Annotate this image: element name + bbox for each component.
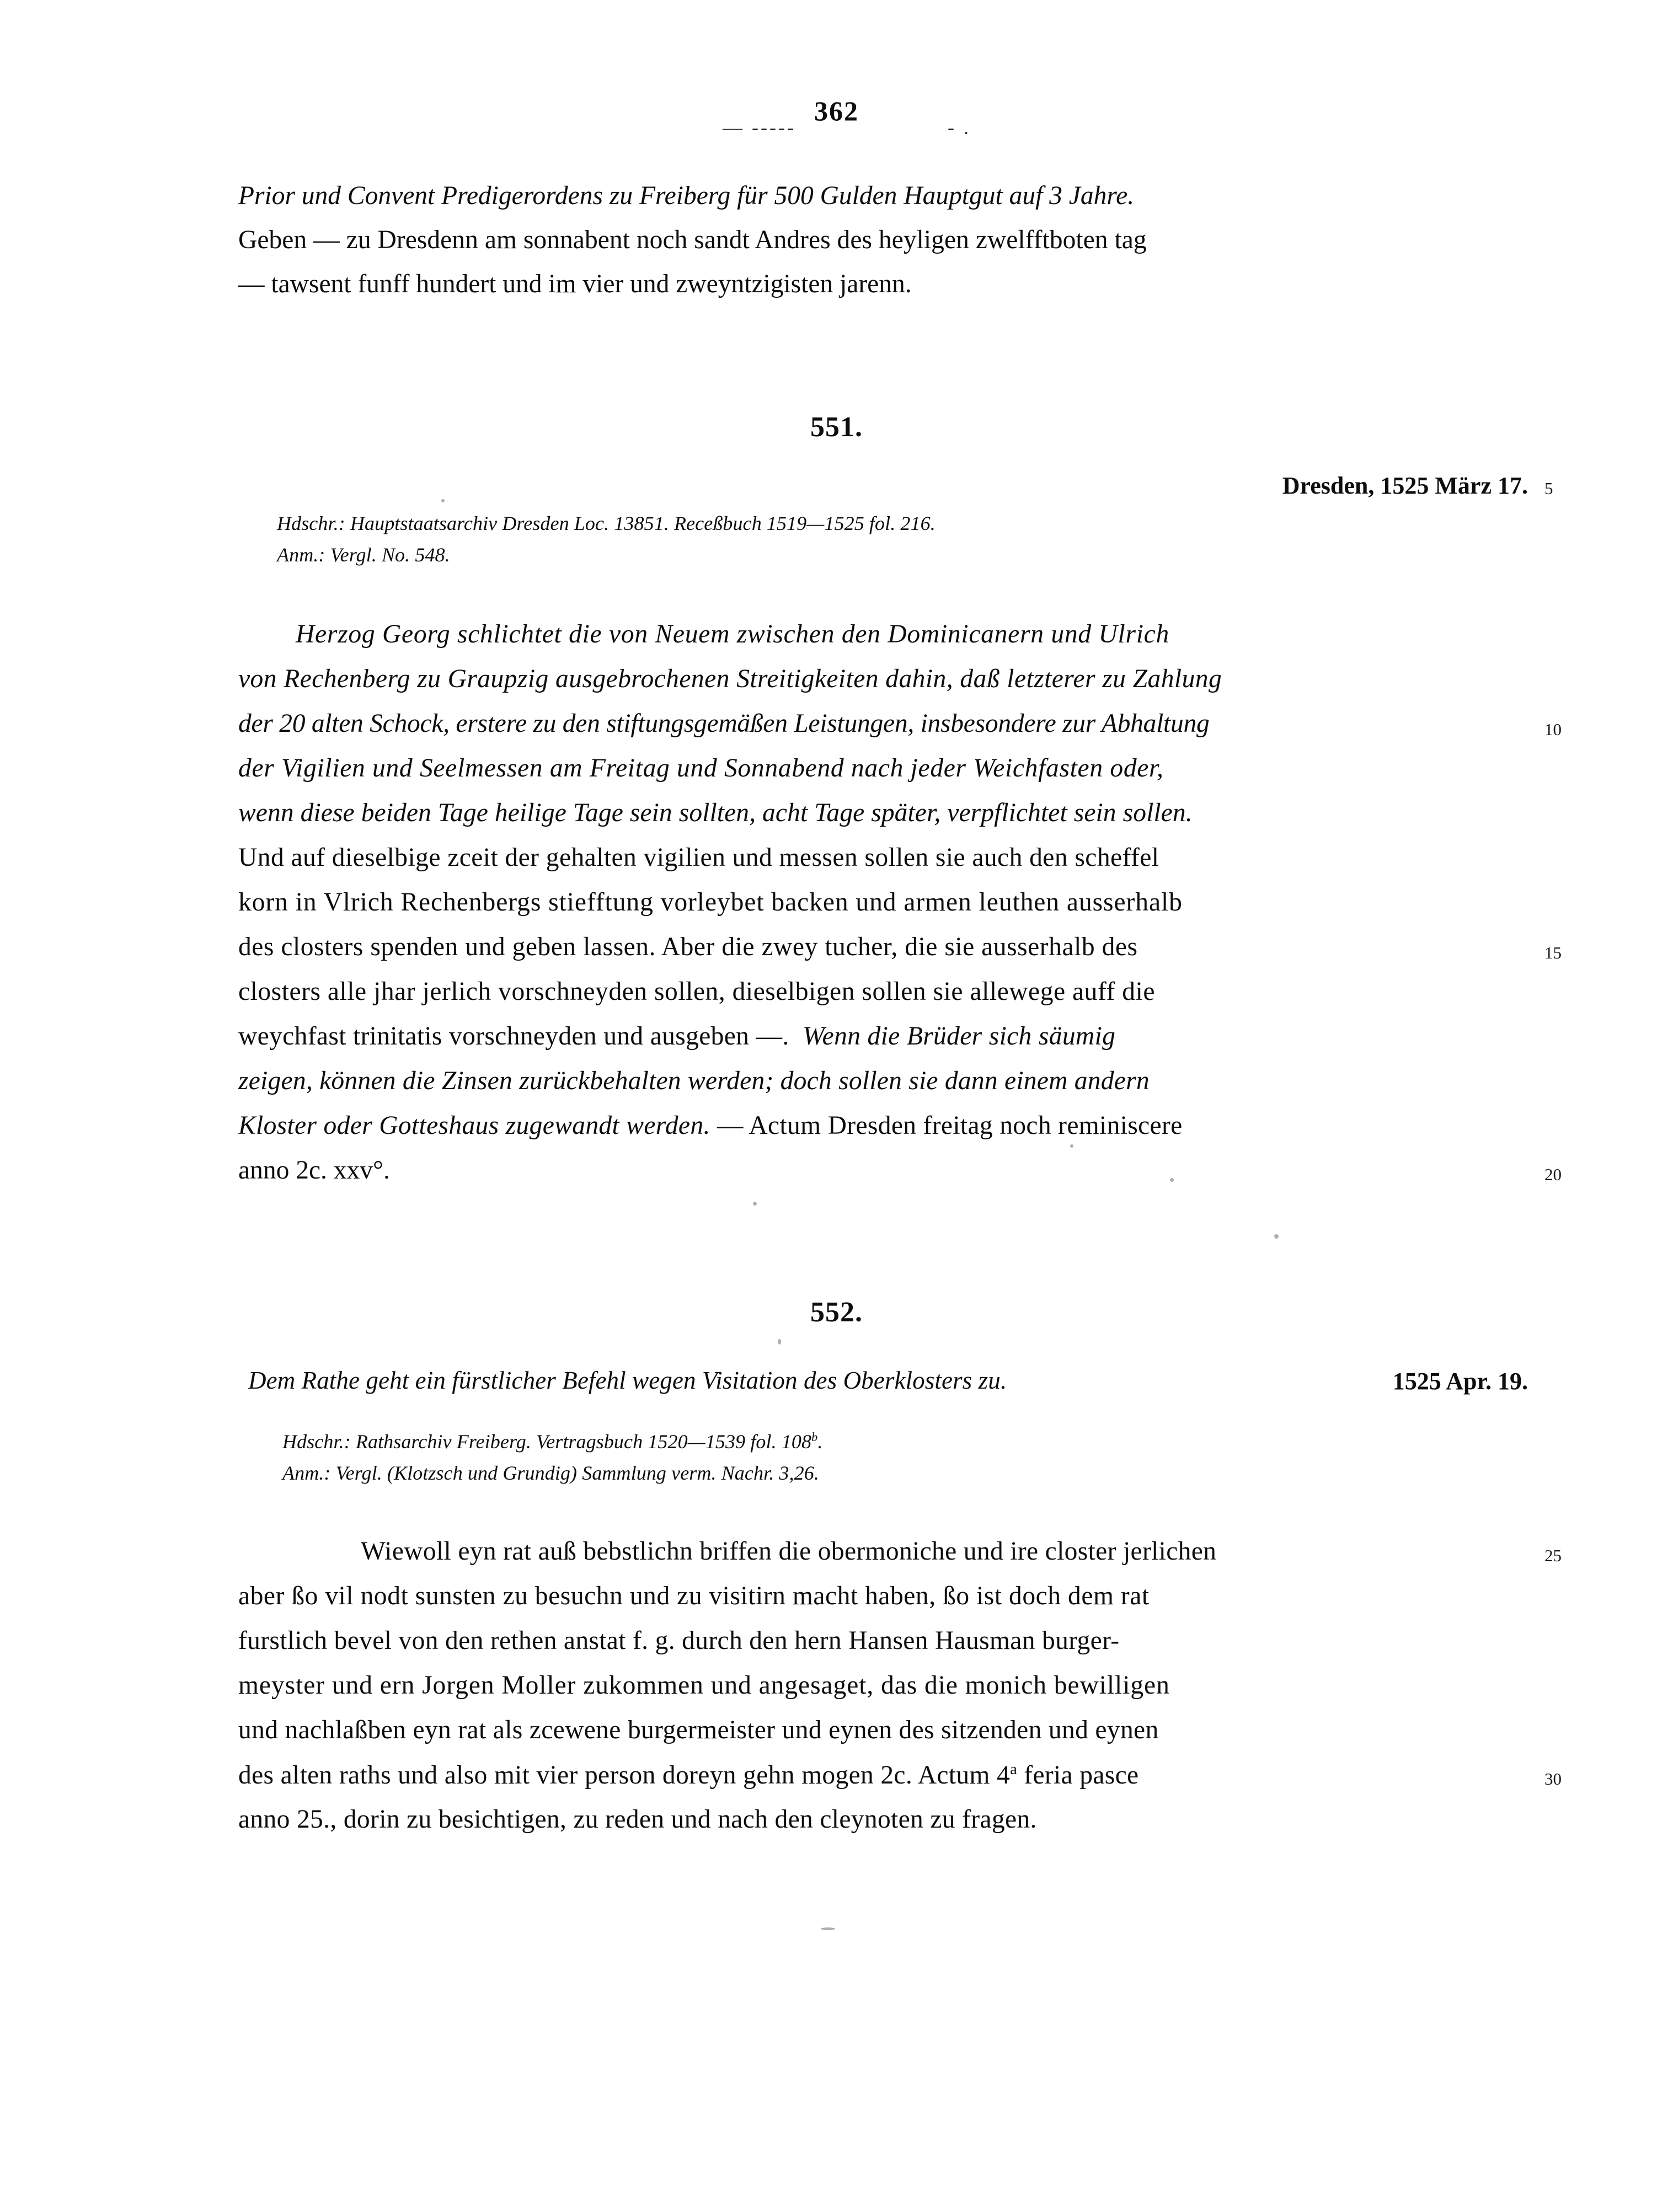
citation-handschrift-551: Hdschr.: Hauptstaatsarchiv Dresden Loc. 13851. Receßbuch 1519—1525 fol. 216. [277,512,936,534]
dateline-551: Dresden, 1525 März 17. [1282,472,1528,499]
page-number: 362 [814,95,859,126]
scan-speck [1070,1144,1073,1148]
body-line-italic-part: Wenn die Brüder sich säumig [803,1022,1116,1051]
margin-line-number-15: 15 [1544,943,1562,962]
citation-handschrift-552: Hdschr.: Rathsarchiv Freiberg. Vertragsbuch 1520—1539 fol. 108$^b$. [282,1430,823,1453]
scan-speck [821,1927,835,1930]
scan-speck [441,499,445,502]
body-line: Wiewoll eyn rat auß bebstlichn briffen die obermoniche und ire closter jerlichen [361,1537,1217,1566]
scan-speck [1274,1234,1279,1239]
doc550-body-line: Geben — zu Dresdenn am sonnabent noch sandt Andres des heyligen zwelfftboten tag [238,226,1147,254]
body-line-roman-part: weychfast trinitatis vorschneyden und ausgeben —. [238,1022,789,1051]
italic-part: Kloster oder Gotteshaus zugewandt werden. [238,1111,710,1140]
section-number-552: 552. [810,1297,863,1328]
body-line: meyster und ern Jorgen Moller zukommen und angesaget, das die monich bewilligen [238,1671,1170,1700]
regest-line: Herzog Georg schlichtet die von Neuem zwischen den Dominicanern und Ulrich [296,620,1170,649]
body-line: furstlich bevel von den rethen anstat f. g. durch den hern Hansen Hausman burger- [238,1626,1120,1655]
body-line: anno 2c. xxv°. [238,1156,390,1185]
margin-line-number-30: 30 [1544,1769,1562,1788]
body-line: aber ßo vil nodt sunsten zu besuchn und zu visitirn macht haben, ßo ist doch dem rat [238,1582,1150,1610]
body-line: anno 25., dorin zu besichtigen, zu reden und nach den cleynoten zu fragen. [238,1805,1037,1834]
body-line-italic: zeigen, können die Zinsen zurückbehalten werden; doch sollen sie dann einem andern [238,1067,1150,1095]
scan-speck [753,1202,757,1206]
margin-line-number-20: 20 [1544,1165,1562,1184]
header-rule-left: — ----- [723,116,796,138]
margin-line-number-25: 25 [1544,1546,1562,1565]
body-superscript: a [1010,1761,1018,1778]
body-line: closters alle jhar jerlich vorschneyden sollen, dieselbigen sollen sie allewege auff die [238,977,1155,1006]
body-line: korn in Vlrich Rechenbergs stiefftung vorleybet backen und armen leuthen ausserhalb [238,888,1183,917]
margin-line-number-10: 10 [1544,720,1562,739]
roman-part: — Actum Dresden freitag noch reminiscere [710,1111,1183,1140]
regest-line: von Rechenberg zu Graupzig ausgebrochenen Streitigkeiten dahin, daß letzterer zu Zahlung [238,665,1222,693]
body-line: des closters spenden und geben lassen. Aber die zwey tucher, die sie ausserhalb des [238,933,1138,961]
citation-superscript: b [811,1430,818,1444]
dateline-552: 1525 Apr. 19. [1392,1368,1528,1395]
body-line-mixed [238,1113,1183,1139]
regest-552: Dem Rathe geht ein fürstlicher Befehl wegen Visitation des Oberklosters zu. [248,1367,1007,1394]
scan-speck [1170,1178,1174,1182]
doc550-body-line: — tawsent funff hundert und im vier und zweyntzigisten jarenn. [238,270,912,298]
scan-speck [778,1339,781,1345]
citation-anmerkung-551: Anm.: Vergl. No. 548. [277,544,450,566]
body-line: Und auf dieselbige zceit der gehalten vigilien und messen sollen sie auch den scheffel [238,843,1159,872]
body-line-tail: feria pasce [1017,1760,1139,1790]
body-line-text: des alten raths und also mit vier person doreyn gehn mogen 2c. Actum 4 [238,1760,1011,1790]
section-number-551: 551. [810,411,863,443]
margin-line-number-5: 5 [1544,479,1553,498]
regest-line: der Vigilien und Seelmessen am Freitag und Sonnabend nach jeder Weichfasten oder, [238,754,1164,783]
regest-line: wenn diese beiden Tage heilige Tage sein sollten, acht Tage später, verpflichtet sein sollen. [238,799,1193,827]
regest-line: der 20 alten Schock, erstere zu den stiftungsgemäßen Leistungen, insbesondere zur Abhaltung [238,709,1210,738]
body-line-mixed [238,1024,1115,1050]
citation-anmerkung-552: Anm.: Vergl. (Klotzsch und Grundig) Sammlung verm. Nachr. 3,26. [282,1462,819,1484]
doc550-regest-line: Prior und Convent Predigerordens zu Freiberg für 500 Gulden Hauptgut auf 3 Jahre. [238,181,1135,210]
body-line-mixed [238,1762,1139,1788]
header-rule-right: - . [948,116,971,138]
citation-text: Hdschr.: Rathsarchiv Freiberg. Vertragsbuch 1520—1539 fol. 108 [282,1431,812,1453]
body-line: und nachlaßben eyn rat als zcewene burgermeister und eynen des sitzenden und eynen [238,1716,1159,1744]
